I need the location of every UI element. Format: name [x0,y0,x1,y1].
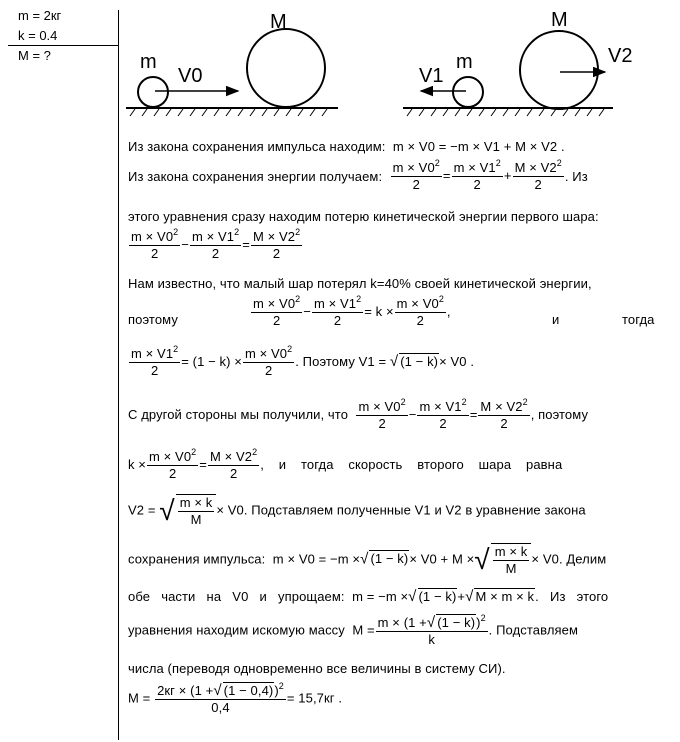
collision-figure [0,0,680,135]
line-substitute-numbers: числа (переводя одновременно все величины в систему СИ). [128,661,506,676]
eq-energy-loss: $\frac{m \times V0^2}{2}$ − $\frac{m \times V1^2}{2}$ = $\frac{M \times V2^2}{2}$ [131,227,301,261]
label-v0: V0 [178,65,203,87]
eq-momentum-substituted: сохранения импульса: m × V0 = −m ×√ (1 − k)× V0 + M ×√ $\frac{m \times k}{M}$ × V0. Делим [128,544,607,576]
find-value: M = ? [18,48,51,63]
eq-v1: $\frac{m \times V1^2}{2}$ = (1 − k) × $\frac{m \times V0^2}{2}$ . Поэтому V1 = √ (1 − k)× V0 . [131,344,475,378]
label-v1: V1 [419,65,444,87]
big-ball-right [520,31,598,109]
given-mass: m = 2кг [18,8,62,23]
label-M-right: M [551,9,568,31]
line-energy: Из закона сохранения энергии получаем: $\frac{m \times V0^2}{2}$ = $\frac{m \times V1^2}{2}$ + $\frac{M \times V2^2}{2}$ . Из [128,158,588,192]
eq-mass-formula: уравнения находим искомую массу M = $\frac{m \times (1 +√ (1 - k))^2}{k}$ . Подставляем [128,613,579,647]
label-v2: V2 [608,45,633,67]
line-energy-loss-intro: этого уравнения сразу находим потерю кинетической энергии первого шара: [128,209,599,224]
small-ball-right [453,77,483,107]
given-k: k = 0.4 [18,28,58,43]
line-other-side: С другой стороны мы получили, что $\frac{m \times V0^2}{2}$ − $\frac{m \times V1^2}{2}$ = $\frac{M \times V2^2}{2}$ , поэтому [128,397,589,431]
eq-v2: V2 = √ $\frac{m \times k}{M}$ × V0. Подставляем полученные V1 и V2 в уравнение закона [128,495,586,527]
line-known-loss: Нам известно, что малый шар потерял k=40% своей кинетической энергии, [128,276,592,291]
line-momentum: Из закона сохранения импульса находим: m × V0 = −m × V1 + M × V2 . [128,139,565,154]
small-ball-left [138,77,168,107]
eq-result: M = $\frac{2кг \times (1 +√ (1 - 0,4))^2}{0,4}$ = 15,7кг . [128,681,343,715]
label-m-left: m [140,51,157,73]
label-m-right: m [456,51,473,73]
big-ball-left [247,29,325,107]
eq-kinetic-ratio: k × $\frac{m \times V0^2}{2}$ = $\frac{M \times V2^2}{2}$ , и тогда скорость второго шара равна [128,447,563,481]
eq-simplified: обе части на V0 и упрощаем: m = −m ×√ (1 − k)+√ M × m × k. Из этого [128,588,609,605]
label-M-left: M [270,11,287,33]
